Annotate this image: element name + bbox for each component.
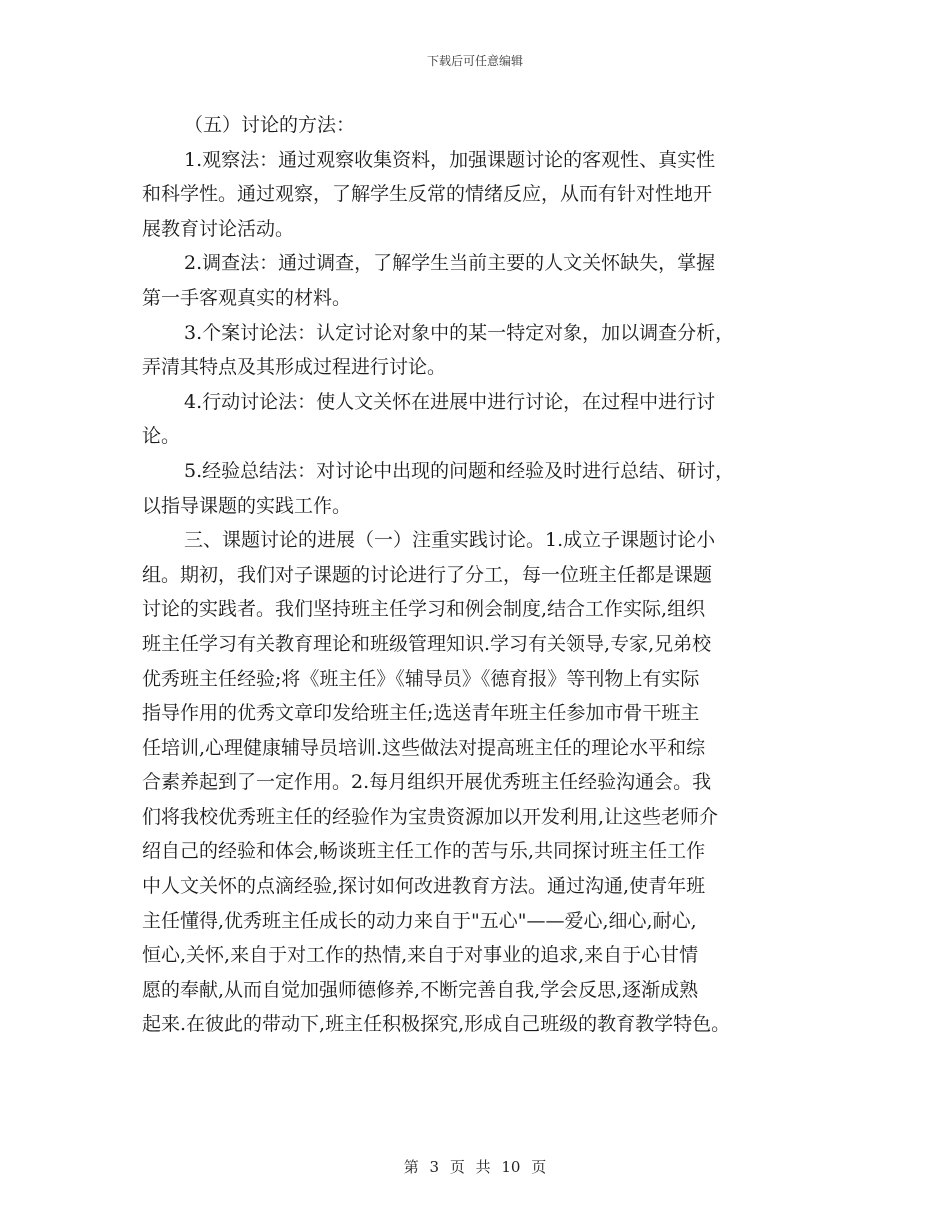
text-line: 弄清其特点及其形成过程进行讨论。	[142, 356, 447, 379]
text-line: 起来.在彼此的带动下,班主任积极探究,形成自己班级的教育教学特色。	[142, 1013, 731, 1036]
text-line: 合素养起到了一定作用。2.每月组织开展优秀班主任经验沟通会。我	[142, 771, 712, 794]
text-line: 中人文关怀的点滴经验,探讨如何改进教育方法。通过沟通,使青年班	[142, 875, 706, 898]
text-line: 恒心,关怀,来自于对工作的热情,来自于对事业的追求,来自于心甘情	[142, 944, 699, 967]
page-footer: 第 3 页 共 10 页	[403, 1158, 547, 1176]
text-line: 和科学性。通过观察，了解学生反常的情绪反应，从而有针对性地开	[142, 183, 713, 206]
text-line: 2.调查法：通过调查，了解学生当前主要的人文关怀缺失，掌握	[184, 252, 716, 275]
text-line: 主任懂得,优秀班主任成长的动力来自于"五心"——爱心,细心,耐心,	[142, 909, 697, 932]
text-line: 以指导课题的实践工作。	[142, 494, 352, 517]
text-line: 优秀班主任经验;将《班主任》《辅导员》《德育报》等刊物上有实际	[142, 667, 700, 690]
text-line: （五）讨论的方法：	[184, 114, 356, 136]
text-line: 第一手客观真实的材料。	[142, 286, 352, 309]
text-line: 组。期初，我们对子课题的讨论进行了分工，每一位班主任都是课题	[142, 563, 713, 586]
text-line: 绍自己的经验和体会,畅谈班主任工作的苦与乐,共同探讨班主任工作	[142, 840, 706, 863]
text-line: 4.行动讨论法：使人文关怀在进展中进行讨论，在过程中进行讨	[184, 390, 716, 413]
text-line: 3.个案讨论法：认定讨论对象中的某一特定对象，加以调查分析，	[184, 321, 735, 344]
text-line: 指导作用的优秀文章印发给班主任;选送青年班主任参加市骨干班主	[142, 702, 700, 725]
text-line: 任培训,心理健康辅导员培训.这些做法对提高班主任的理论水平和综	[142, 736, 706, 759]
text-line: 愿的奉献,从而自觉加强师德修养,不断完善自我,学会反思,逐渐成熟	[142, 978, 699, 1001]
text-line: 三、课题讨论的进展（一）注重实践讨论。1.成立子课题讨论小	[184, 529, 716, 552]
text-line: 们将我校优秀班主任的经验作为宝贵资源加以开发利用,让这些老师介	[142, 805, 719, 828]
page-header: 下载后可任意编辑	[426, 54, 523, 68]
text-line: 班主任学习有关教育理论和班级管理知识.学习有关领导,专家,兄弟校	[142, 632, 712, 655]
text-line: 讨论的实践者。我们坚持班主任学习和例会制度,结合工作实际,组织	[142, 598, 706, 621]
document-body	[142, 108, 822, 1042]
text-line: 5.经验总结法：对讨论中出现的问题和经验及时进行总结、研讨，	[184, 459, 735, 482]
text-line: 展教育讨论活动。	[142, 217, 295, 240]
text-line: 论。	[142, 425, 181, 448]
text-line: 1.观察法：通过观察收集资料，加强课题讨论的客观性、真实性	[184, 148, 716, 171]
